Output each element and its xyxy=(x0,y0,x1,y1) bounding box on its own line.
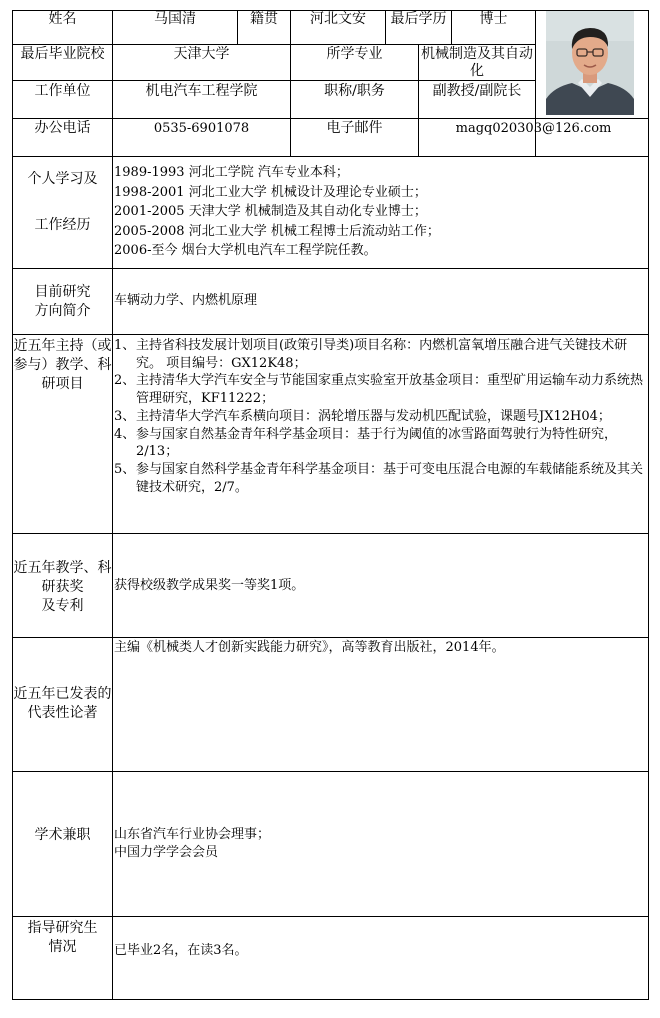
publications-label xyxy=(13,685,112,723)
experience-line: 1998-2001 河北工业大学 机械设计及理论专业硕士； xyxy=(114,184,427,200)
publications-content: 主编《机械类人才创新实践能力研究》，高等教育出版社，2014年。 xyxy=(114,640,505,655)
degree-label: 最后学历 xyxy=(390,10,447,27)
academic-label-line: 学术兼职 xyxy=(34,827,91,843)
projects-label xyxy=(13,337,112,394)
awards-content: 获得校级教学成果奖一等奖1项。 xyxy=(114,578,305,593)
title-value: 副教授/副院长 xyxy=(432,83,522,99)
unit-value: 机电汽车工程学院 xyxy=(145,83,258,99)
name-value: 马国清 xyxy=(154,10,196,27)
email-label: 电子邮件 xyxy=(326,120,383,136)
origin-value: 河北文安 xyxy=(310,10,366,27)
project-item xyxy=(114,426,648,461)
projects-label-line: 参与）教学、科 xyxy=(13,357,112,373)
phone-label: 办公电话 xyxy=(34,120,91,136)
research-content: 车辆动力学、内燃机原理 xyxy=(114,293,258,308)
experience-label-line: 个人学习及 xyxy=(27,171,98,187)
school-label: 最后毕业院校 xyxy=(20,46,105,62)
publications-label-line: 代表性论著 xyxy=(27,705,98,721)
degree-value: 博士 xyxy=(479,10,508,27)
academic-label xyxy=(13,826,112,845)
experience-line: 2005-2008 河北工业大学 机械工程博士后流动站工作； xyxy=(114,223,440,239)
awards-label-line: 研获奖 xyxy=(41,579,84,595)
project-number: 1、 xyxy=(114,338,136,353)
academic-content xyxy=(114,826,648,862)
experience-line: 1989-1993 河北工学院 汽车专业本科； xyxy=(114,165,349,180)
publications-label-line: 近五年已发表的 xyxy=(13,686,112,702)
project-number: 4、 xyxy=(114,426,136,442)
portrait-icon xyxy=(546,11,634,115)
project-item xyxy=(114,372,648,407)
project-text: 主持清华大学汽车系横向项目：涡轮增压器与发动机匹配试验，课题号JX12H04； xyxy=(136,408,611,424)
students-label xyxy=(13,919,112,957)
name-label: 姓名 xyxy=(48,10,77,27)
origin-label: 籍贯 xyxy=(250,10,278,27)
experience-label xyxy=(13,170,112,235)
major-label: 所学专业 xyxy=(326,46,383,62)
email-value: magq020303@126.com xyxy=(455,121,612,136)
project-text: 主持清华大学汽车安全与节能国家重点实验室开放基金项目：重型矿用运输车动力系统热管理研究，KF11222； xyxy=(136,373,644,407)
projects-label-line: 研项目 xyxy=(41,376,84,392)
experience-content xyxy=(114,163,648,261)
project-text: 参与国家自然科学基金青年科学基金项目：基于可变电压混合电源的车载储能系统及其关键技术研究，2/7。 xyxy=(136,461,644,495)
experience-line: 2001-2005 天津大学 机械制造及其自动化专业博士； xyxy=(114,204,427,219)
project-text: 参与国家自然基金青年科学基金项目：基于行为阈值的冰雪路面驾驶行为特性研究，2/13； xyxy=(136,426,618,460)
project-item xyxy=(114,408,648,426)
students-content: 已毕业2名，在读3名。 xyxy=(114,943,248,958)
projects-list xyxy=(114,337,648,496)
title-label: 职称/职务 xyxy=(324,83,385,99)
person-portrait-photo xyxy=(546,11,634,115)
phone-value: 0535-6901078 xyxy=(153,121,250,136)
project-number: 3、 xyxy=(114,408,136,424)
projects-label-line: 近五年主持（或 xyxy=(13,338,112,354)
research-label-line: 目前研究 xyxy=(34,284,91,300)
experience-line: 2006-至今 烟台大学机电汽车工程学院任教。 xyxy=(114,243,377,258)
students-label-line: 指导研究生 xyxy=(27,920,98,936)
research-label-line: 方向简介 xyxy=(34,303,91,319)
academic-line: 中国力学学会会员 xyxy=(114,845,219,860)
major-value: 机械制造及其自动化 xyxy=(421,45,533,79)
research-label xyxy=(13,283,112,321)
experience-label-line: 工作经历 xyxy=(34,217,91,233)
academic-line: 山东省汽车行业协会理事； xyxy=(114,827,271,842)
unit-label: 工作单位 xyxy=(34,83,91,99)
project-number: 2、 xyxy=(114,373,136,389)
awards-label-line: 及专利 xyxy=(41,598,84,614)
school-value: 天津大学 xyxy=(173,46,230,62)
project-item xyxy=(114,337,648,372)
project-text: 主持省科技发展计划项目(政策引导类)项目名称：内燃机富氧增压融合进气关键技术研究。 项目编号：GX12K48； xyxy=(136,338,628,371)
project-number: 5、 xyxy=(114,461,136,477)
awards-label-line: 近五年教学、科 xyxy=(13,560,112,576)
awards-label xyxy=(13,559,112,616)
project-item xyxy=(114,461,648,496)
students-label-line: 情况 xyxy=(48,939,77,955)
